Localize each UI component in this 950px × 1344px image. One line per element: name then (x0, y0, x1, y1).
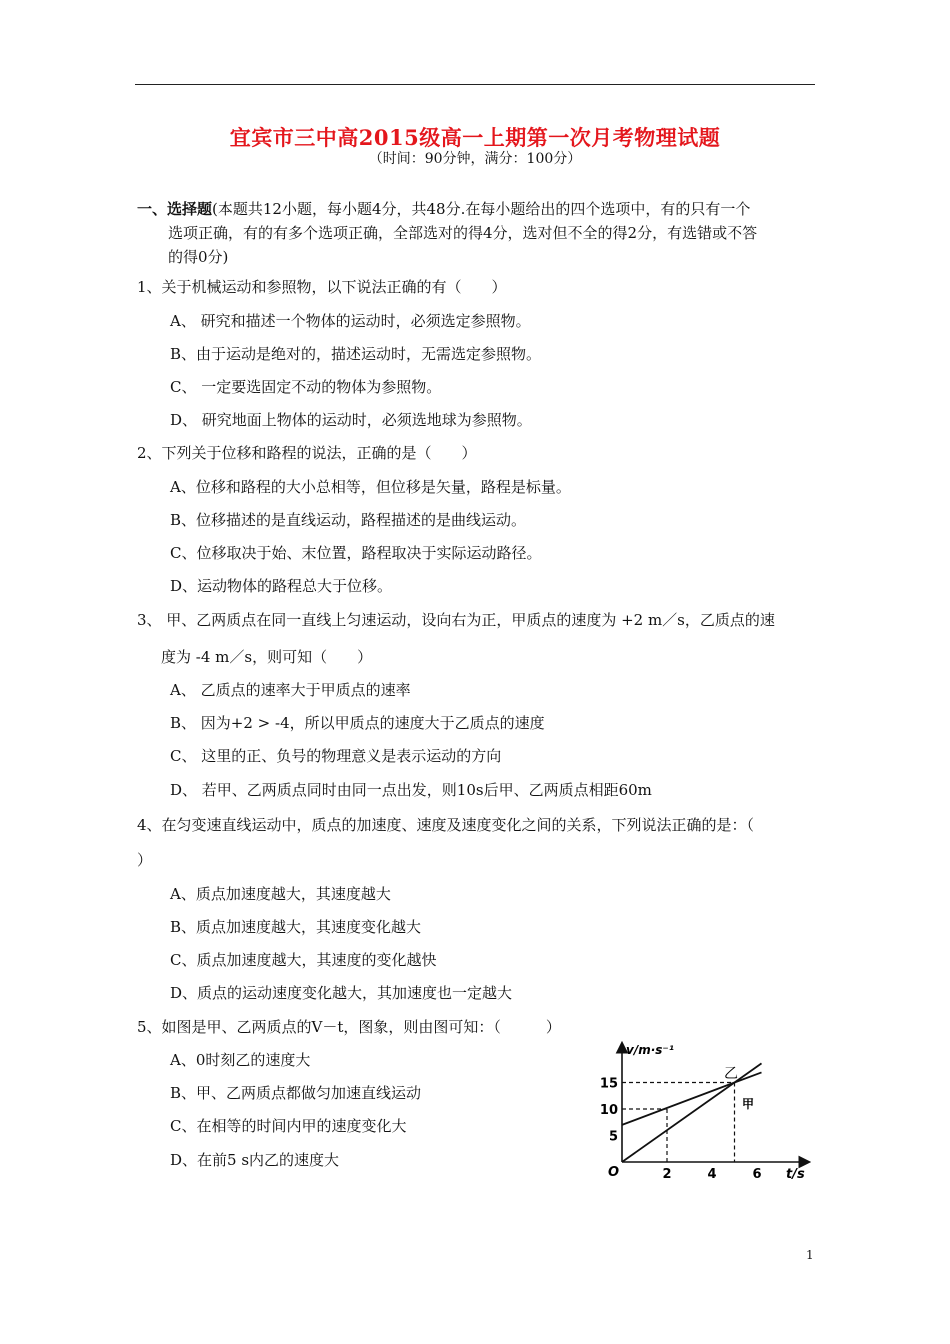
question-2-option-d: D、运动物体的路程总大于位移。 (170, 577, 393, 595)
question-5-option-d: D、在前5 s内乙的速度大 (170, 1151, 340, 1169)
question-2-option-a: A、位移和路程的大小总相等，但位移是矢量，路程是标量。 (170, 478, 571, 496)
section-label: 一、选择题 (137, 200, 213, 218)
series-lines (622, 1063, 762, 1162)
line-label-yi: 乙 (724, 1066, 738, 1082)
exam-title: 宜宾市三中高2015级高一上期第一次月考物理试题 (229, 125, 721, 150)
question-5-option-c: C、在相等的时间内甲的速度变化大 (170, 1117, 407, 1135)
question-3-option-a: A、 乙质点的速率大于甲质点的速率 (170, 681, 411, 699)
section-intro-line-1: (本题共12小题，每小题4分，共48分.在每小题给出的四个选项中，有的只有一个 (212, 200, 751, 218)
question-1-option-c: C、 一定要选固定不动的物体为参照物。 (170, 378, 442, 396)
exam-subtitle: （时间：90分钟，满分：100分） (368, 151, 582, 167)
series-line-yi (622, 1072, 762, 1124)
question-3-stem-line-2: 度为 -4 m／s，则可知（ ） (161, 648, 373, 666)
x-tick-label: 4 (707, 1167, 717, 1182)
section-intro-line-2: 选项正确，有的有多个选项正确，全部选对的得4分，选对但不全的得2分，有选错或不答 (168, 224, 758, 242)
x-tick-label: 2 (662, 1167, 672, 1182)
question-4-option-a: A、质点加速度越大，其速度越大 (170, 885, 391, 903)
question-1-option-d: D、 研究地面上物体的运动时，必须选地球为参照物。 (170, 411, 532, 429)
question-5-stem: 5、如图是甲、乙两质点的V－t，图象，则由图可知：（ ） (137, 1018, 561, 1036)
series-line-jia (622, 1063, 762, 1162)
question-3-option-b: B、 因为+2 > -4，所以甲质点的速度大于乙质点的速度 (170, 714, 545, 732)
y-tick-label: 15 (600, 1076, 618, 1092)
question-4-option-b: B、质点加速度越大，其速度变化越大 (170, 918, 422, 936)
question-3-option-d: D、 若甲、乙两质点同时由同一点出发，则10s后甲、乙两质点相距60m (170, 781, 652, 799)
section-intro (137, 199, 750, 219)
line-label-jia: 甲 (742, 1097, 755, 1111)
question-5-option-a: A、0时刻乙的速度大 (170, 1051, 311, 1069)
question-1-option-a: A、 研究和描述一个物体的运动时，必须选定参照物。 (170, 312, 531, 330)
question-2-stem: 2、下列关于位移和路程的说法，正确的是（ ） (137, 444, 477, 462)
x-axis-label: t/s (786, 1167, 805, 1182)
question-1-option-b: B、由于运动是绝对的，描述运动时，无需选定参照物。 (170, 345, 542, 363)
question-2-option-b: B、位移描述的是直线运动，路程描述的是曲线运动。 (170, 511, 527, 529)
question-3-option-c: C、 这里的正、负号的物理意义是表示运动的方向 (170, 747, 502, 765)
question-5-option-b: B、甲、乙两质点都做匀加速直线运动 (170, 1084, 422, 1102)
question-4-stem-line-2: ） (137, 851, 153, 869)
question-2-option-c: C、位移取决于始、末位置，路程取决于实际运动路径。 (170, 544, 542, 562)
origin-label: O (608, 1165, 620, 1180)
x-tick-label: 6 (752, 1167, 762, 1182)
page-number: 1 (806, 1248, 814, 1262)
question-4-stem: 4、在匀变速直线运动中，质点的加速度、速度及速度变化之间的关系，下列说法正确的是：（ (137, 816, 755, 834)
vt-graph (600, 1036, 820, 1186)
question-4-option-d: D、质点的运动速度变化越大，其加速度也一定越大 (170, 984, 513, 1002)
y-tick-label: 5 (608, 1129, 618, 1145)
y-tick-label: 10 (600, 1103, 618, 1118)
question-1-stem: 1、关于机械运动和参照物，以下说法正确的有（ ） (137, 278, 507, 296)
axis-ticks (600, 1077, 762, 1183)
graph-axes (622, 1044, 808, 1162)
question-3-stem: 3、 甲、乙两质点在同一直线上匀速运动，设向右为正，甲质点的速度为 +2 m／s，乙质点的速 (137, 611, 775, 629)
y-axis-label: v/m·s⁻¹ (626, 1043, 674, 1057)
header-rule (135, 84, 815, 85)
section-intro-line-3: 的得0分) (168, 248, 229, 266)
question-4-option-c: C、质点加速度越大，其速度的变化越快 (170, 951, 437, 969)
